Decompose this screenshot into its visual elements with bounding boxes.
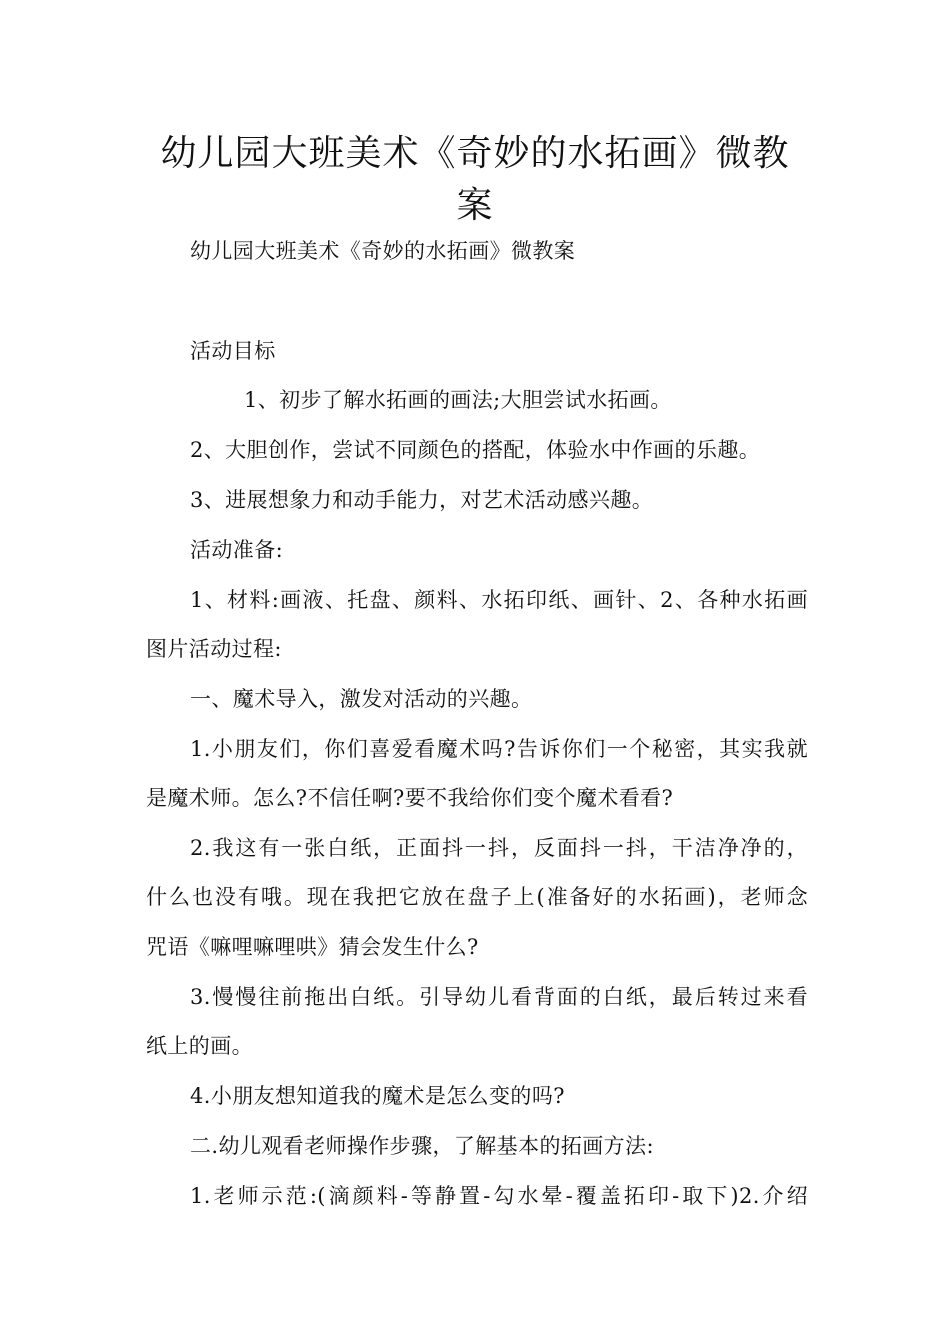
paragraph-1-line-1: 1.小朋友们，你们喜爱看魔术吗?告诉你们一个秘密，其实我就 (190, 737, 808, 761)
paragraph-5-line-1: 1.老师示范:(滴颜料-等静置-勾水晕-覆盖拓印-取下)2.介绍 (190, 1184, 808, 1208)
preparation-line-2: 图片活动过程: (146, 637, 282, 661)
paragraph-1-line-2: 是魔术师。怎么?不信任啊?要不我给你们变个魔术看看? (146, 786, 674, 810)
section-step-one: 一、魔术导入，激发对活动的兴趣。 (190, 687, 533, 711)
paragraph-3-line-2: 纸上的画。 (146, 1034, 253, 1058)
document-title-line-1: 幼儿园大班美术《奇妙的水拓画》微教 (160, 133, 790, 174)
preparation-line-1: 1、材料:画液、托盘、颜料、水拓印纸、画针、2、各种水拓画 (190, 588, 808, 612)
paragraph-4-line-1: 4.小朋友想知道我的魔术是怎么变的吗? (190, 1084, 565, 1108)
paragraph-2-line-1: 2.我这有一张白纸，正面抖一抖，反面抖一抖，干洁净净的， (190, 836, 808, 860)
goal-item-2: 2、大胆创作，尝试不同颜色的搭配，体验水中作画的乐趣。 (190, 438, 761, 462)
paragraph-2-line-2: 什么也没有哦。现在我把它放在盘子上(准备好的水拓画)，老师念 (146, 885, 808, 909)
goal-item-1: 1、初步了解水拓画的画法;大胆尝试水拓画。 (244, 388, 672, 412)
heading-activity-goals: 活动目标 (190, 339, 276, 363)
goal-item-3: 3、进展想象力和动手能力，对艺术活动感兴趣。 (190, 488, 654, 512)
heading-activity-preparation: 活动准备: (190, 538, 284, 562)
paragraph-3-line-1: 3.慢慢往前拖出白纸。引导幼儿看背面的白纸，最后转过来看 (190, 985, 808, 1009)
document-title-line-2: 案 (456, 185, 494, 226)
section-step-two: 二.幼儿观看老师操作步骤，了解基本的拓画方法: (190, 1134, 654, 1158)
paragraph-2-line-3: 咒语《嘛哩嘛哩哄》猜会发生什么? (146, 935, 479, 959)
document-subtitle: 幼儿园大班美术《奇妙的水拓画》微教案 (190, 239, 576, 263)
